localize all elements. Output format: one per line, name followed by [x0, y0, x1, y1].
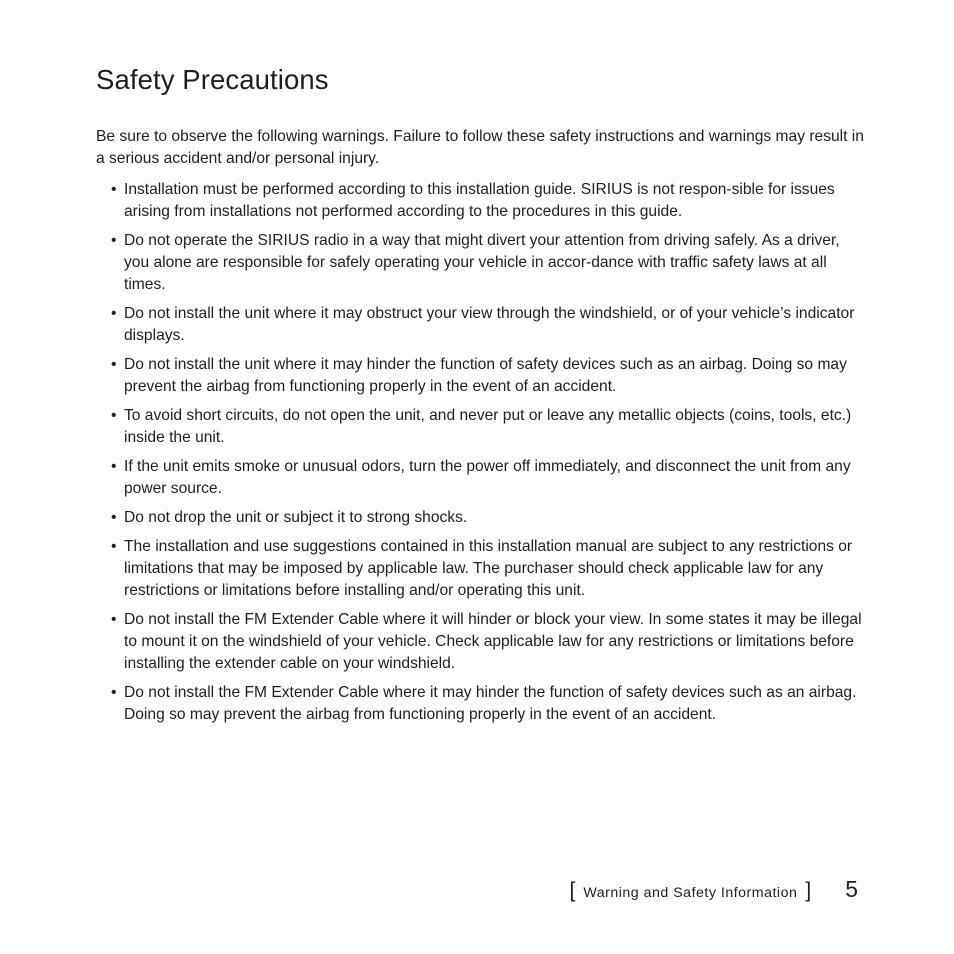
warning-item — [111, 303, 866, 347]
page-content — [96, 126, 866, 733]
bullet-icon: • — [111, 684, 117, 701]
bullet-icon: • — [111, 611, 117, 628]
warning-item — [111, 609, 866, 675]
warning-item — [111, 507, 866, 529]
bullet-icon: • — [111, 181, 117, 198]
page-title: Safety Precautions — [96, 64, 329, 95]
warning-item — [111, 682, 866, 726]
bullet-icon: • — [111, 356, 117, 373]
bullet-icon: • — [111, 458, 117, 475]
warning-text: Do not operate the SIRIUS radio in a way that might divert your attention from driving safely. As a driver, you alone are responsible for safely operating your vehicle in accor-dance with traffic safety laws at all times. — [124, 232, 840, 293]
footer-section-name: Warning and Safety Information — [583, 885, 798, 901]
bullet-icon: • — [111, 232, 117, 249]
warning-item — [111, 354, 866, 398]
bullet-icon: • — [111, 407, 117, 424]
page-number: 5 — [845, 876, 858, 902]
warning-text: Do not drop the unit or subject it to strong shocks. — [124, 509, 468, 526]
warning-text: To avoid short circuits, do not open the unit, and never put or leave any metallic objects (coins, tools, etc.) inside the unit. — [124, 407, 852, 446]
warning-text: Do not install the unit where it may hinder the function of safety devices such as an airbag. Doing so may prevent the airbag from functioning properly in the event of an accident. — [124, 356, 847, 395]
footer-close-bracket: ] — [805, 879, 812, 902]
bullet-icon: • — [111, 538, 117, 555]
bullet-icon: • — [111, 509, 117, 526]
warning-item — [111, 179, 866, 223]
warning-item — [111, 405, 866, 449]
warning-item — [111, 456, 866, 500]
intro-paragraph: Be sure to observe the following warnings. Failure to follow these safety instructions and warnings may result in a serious accident and/or personal injury. — [96, 128, 864, 167]
warning-text: Do not install the unit where it may obstruct your view through the windshield, or of your vehicle’s indicator displays. — [124, 305, 855, 344]
warning-text: The installation and use suggestions contained in this installation manual are subject to any restrictions or limitations that may be imposed by applicable law. The purchaser should check applicable law for any restrictions or limitations before installing and/or operating this unit. — [124, 538, 853, 599]
warning-text: Installation must be performed according to this installation guide. SIRIUS is not respon-sible for issues arising from installations not performed according to the procedures in this guide. — [124, 181, 835, 220]
warning-text: Do not install the FM Extender Cable where it will hinder or block your view. In some states it may be illegal to mount it on the windshield of your vehicle. Check applicable law for any restrictions or limitations before installing the extender cable on your windshield. — [124, 611, 862, 672]
page-footer — [570, 876, 858, 903]
warning-text: If the unit emits smoke or unusual odors, turn the power off immediately, and disconnect the unit from any power source. — [124, 458, 851, 497]
warning-item — [111, 536, 866, 602]
warning-text: Do not install the FM Extender Cable where it may hinder the function of safety devices such as an airbag. Doing so may prevent the airbag from functioning properly in the event of an accident. — [124, 684, 857, 723]
warnings-list — [96, 179, 866, 726]
bullet-icon: • — [111, 305, 117, 322]
warning-item — [111, 230, 866, 296]
footer-open-bracket: [ — [569, 879, 576, 902]
